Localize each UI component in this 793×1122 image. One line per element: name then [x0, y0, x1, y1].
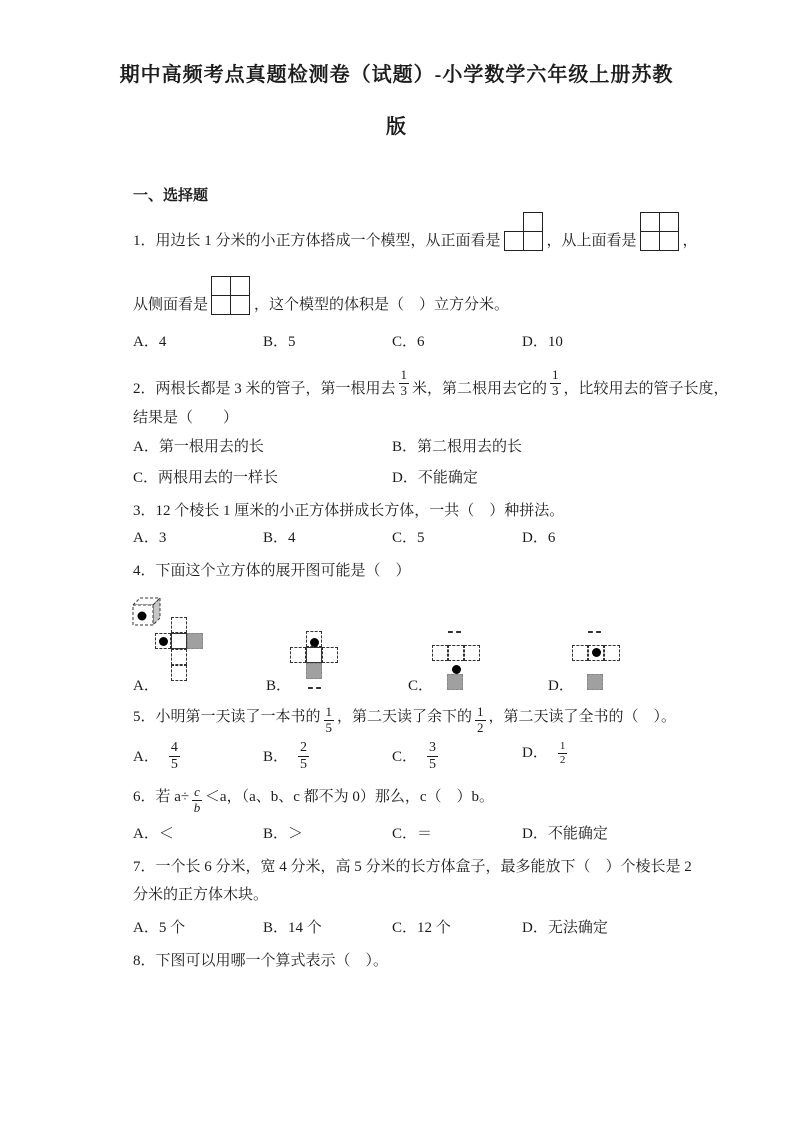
net-c-left-cell	[432, 645, 448, 661]
question-4-text: 4．下面这个立方体的展开图可能是（ ）	[133, 563, 411, 579]
q2-text-3: ，比较用去的管子长度，	[563, 381, 729, 397]
q5-option-a-label: A．	[133, 748, 159, 765]
net-b-shaded-cell	[306, 663, 322, 679]
q7-option-b: B．14 个	[263, 920, 322, 936]
q5-option-d-label: D．	[522, 745, 548, 762]
fraction-four-fifths: $\frac{4}{5}$	[170, 740, 178, 773]
q2-text-2: 米，第二根用去它的	[412, 381, 548, 397]
black-dot-icon	[592, 648, 601, 657]
q7-option-d: D．无法确定	[522, 920, 608, 936]
question-2-line-1	[133, 362, 729, 400]
net-d-right-cell	[604, 645, 620, 661]
q3-option-d: D．6	[522, 530, 556, 546]
q5-option-b-label: B．	[263, 748, 289, 765]
net-c-shaded-cell	[447, 674, 463, 690]
q6-option-a: A．＜	[133, 826, 174, 842]
q5-option-d	[522, 740, 570, 766]
dashed-mark	[308, 687, 321, 689]
q7-option-a: A．5 个	[133, 920, 186, 936]
question-5-text	[133, 700, 677, 736]
question-8-text: 8．下图可以用哪一个算式表示（ ）。	[133, 953, 389, 969]
q1-text-4: 从侧面看是	[133, 297, 209, 313]
fraction-one-fifth: $\frac{1}{5}$	[325, 704, 333, 736]
q3-option-b: B．4	[263, 530, 296, 546]
question-2-line-2: 结果是（ ）	[133, 410, 239, 426]
front-view-grid-icon	[504, 212, 544, 252]
q6-text-1: 6．若 a÷	[133, 789, 190, 805]
side-view-grid-icon	[211, 276, 251, 316]
q6-option-c: C．＝	[392, 826, 433, 842]
top-view-grid-icon	[640, 212, 680, 252]
q2-option-c: C．两根用去的一样长	[133, 470, 279, 486]
q1-option-c: C．6	[392, 334, 425, 350]
dot-face-mark	[138, 612, 147, 621]
q5-text-3: ，第二天读了全书的（ ）。	[488, 709, 677, 725]
black-dot-icon	[159, 637, 168, 646]
q4-option-c-label: C．	[408, 678, 434, 694]
q4-option-d-label: D．	[548, 678, 574, 694]
fraction-one-half: $\frac{1}{2}$	[477, 704, 484, 736]
net-a-below-cell-2	[171, 665, 187, 681]
q5-option-a	[133, 740, 183, 773]
q4-option-b-label: B．	[266, 678, 292, 694]
net-option-c	[432, 630, 480, 690]
net-b-right-cell	[322, 647, 338, 663]
question-6-text	[133, 782, 495, 816]
fraction-c-over-b: $\frac{c}{b}$	[193, 784, 201, 816]
net-c-right-cell	[464, 645, 480, 661]
net-a-center-cell	[171, 633, 187, 649]
net-a-shaded-cell	[187, 633, 203, 649]
net-option-a	[155, 617, 203, 681]
q5-text-1: 5．小明第一天读了一本书的	[133, 709, 321, 725]
fraction-one-third: $\frac{1}{3}$	[552, 367, 559, 399]
net-option-d	[572, 630, 620, 690]
q1-option-d: D．10	[522, 334, 563, 350]
question-3-text: 3．12 个棱长 1 厘米的小正方体拼成长方体，一共（ ）种拼法。	[133, 503, 565, 519]
net-b-center-cell	[306, 647, 322, 663]
q1-text-3: ，	[682, 233, 698, 249]
q5-option-b	[263, 740, 312, 773]
q1-text-1: 1．用边长 1 分米的小正方体搭成一个模型，从正面看是	[133, 233, 501, 249]
dashed-mark	[448, 631, 461, 633]
page-title-line-2: 版	[386, 116, 407, 138]
black-dot-icon	[310, 638, 319, 647]
question-7-line-1: 7．一个长 6 分米，宽 4 分米，高 5 分米的长方体盒子，最多能放下（ ）个棱长是 2	[133, 859, 692, 875]
net-b-left-cell	[290, 647, 306, 663]
net-a-below-cell-1	[171, 649, 187, 665]
question-7-line-2: 分米的正方体木块。	[133, 887, 269, 903]
net-option-b	[290, 631, 338, 691]
page-title-line-1: 期中高频考点真题检测卷（试题）-小学数学六年级上册苏教	[119, 64, 674, 86]
q4-option-a-label: A．	[133, 678, 159, 694]
net-d-left-cell	[572, 645, 588, 661]
question-1-line-1	[133, 208, 698, 252]
q3-option-a: A．3	[133, 530, 167, 546]
net-d-shaded-cell	[587, 674, 603, 690]
question-1-line-2	[133, 270, 509, 316]
q1-text-5: ，这个模型的体积是（ ）立方分米。	[254, 297, 510, 313]
dashed-mark	[588, 631, 601, 633]
fraction-two-fifths: $\frac{2}{5}$	[300, 740, 308, 773]
q1-option-b: B．5	[263, 334, 296, 350]
q6-option-d: D．不能确定	[522, 826, 608, 842]
q1-text-2: ，从上面看是	[546, 233, 637, 249]
q1-option-a: A．4	[133, 334, 167, 350]
q2-option-b: B．第二根用去的长	[392, 439, 523, 455]
q2-text-1: 2．两根长都是 3 米的管子，第一根用去	[133, 381, 396, 397]
net-c-center-cell	[448, 645, 464, 661]
q5-option-c-label: C．	[392, 748, 418, 765]
fraction-three-fifths: $\frac{3}{5}$	[429, 740, 437, 773]
fraction-one-third: $\frac{1}{3}$	[400, 367, 408, 399]
q6-option-b: B．＞	[263, 826, 304, 842]
q7-option-c: C．12 个	[392, 920, 451, 936]
q2-option-d: D．不能确定	[392, 470, 478, 486]
black-dot-icon	[452, 665, 461, 674]
net-a-top-cell	[171, 617, 187, 633]
fraction-one-half: $\frac{1}{2}$	[559, 740, 566, 766]
q5-text-2: ，第二天读了余下的	[337, 709, 473, 725]
q2-option-a: A．第一根用去的长	[133, 439, 264, 455]
q5-option-c	[392, 740, 441, 773]
q3-option-c: C．5	[392, 530, 425, 546]
q6-text-2: ＜a，（a、b、c 都不为 0）那么，c（ ）b。	[204, 789, 495, 805]
section-heading: 一、选择题	[133, 188, 209, 204]
